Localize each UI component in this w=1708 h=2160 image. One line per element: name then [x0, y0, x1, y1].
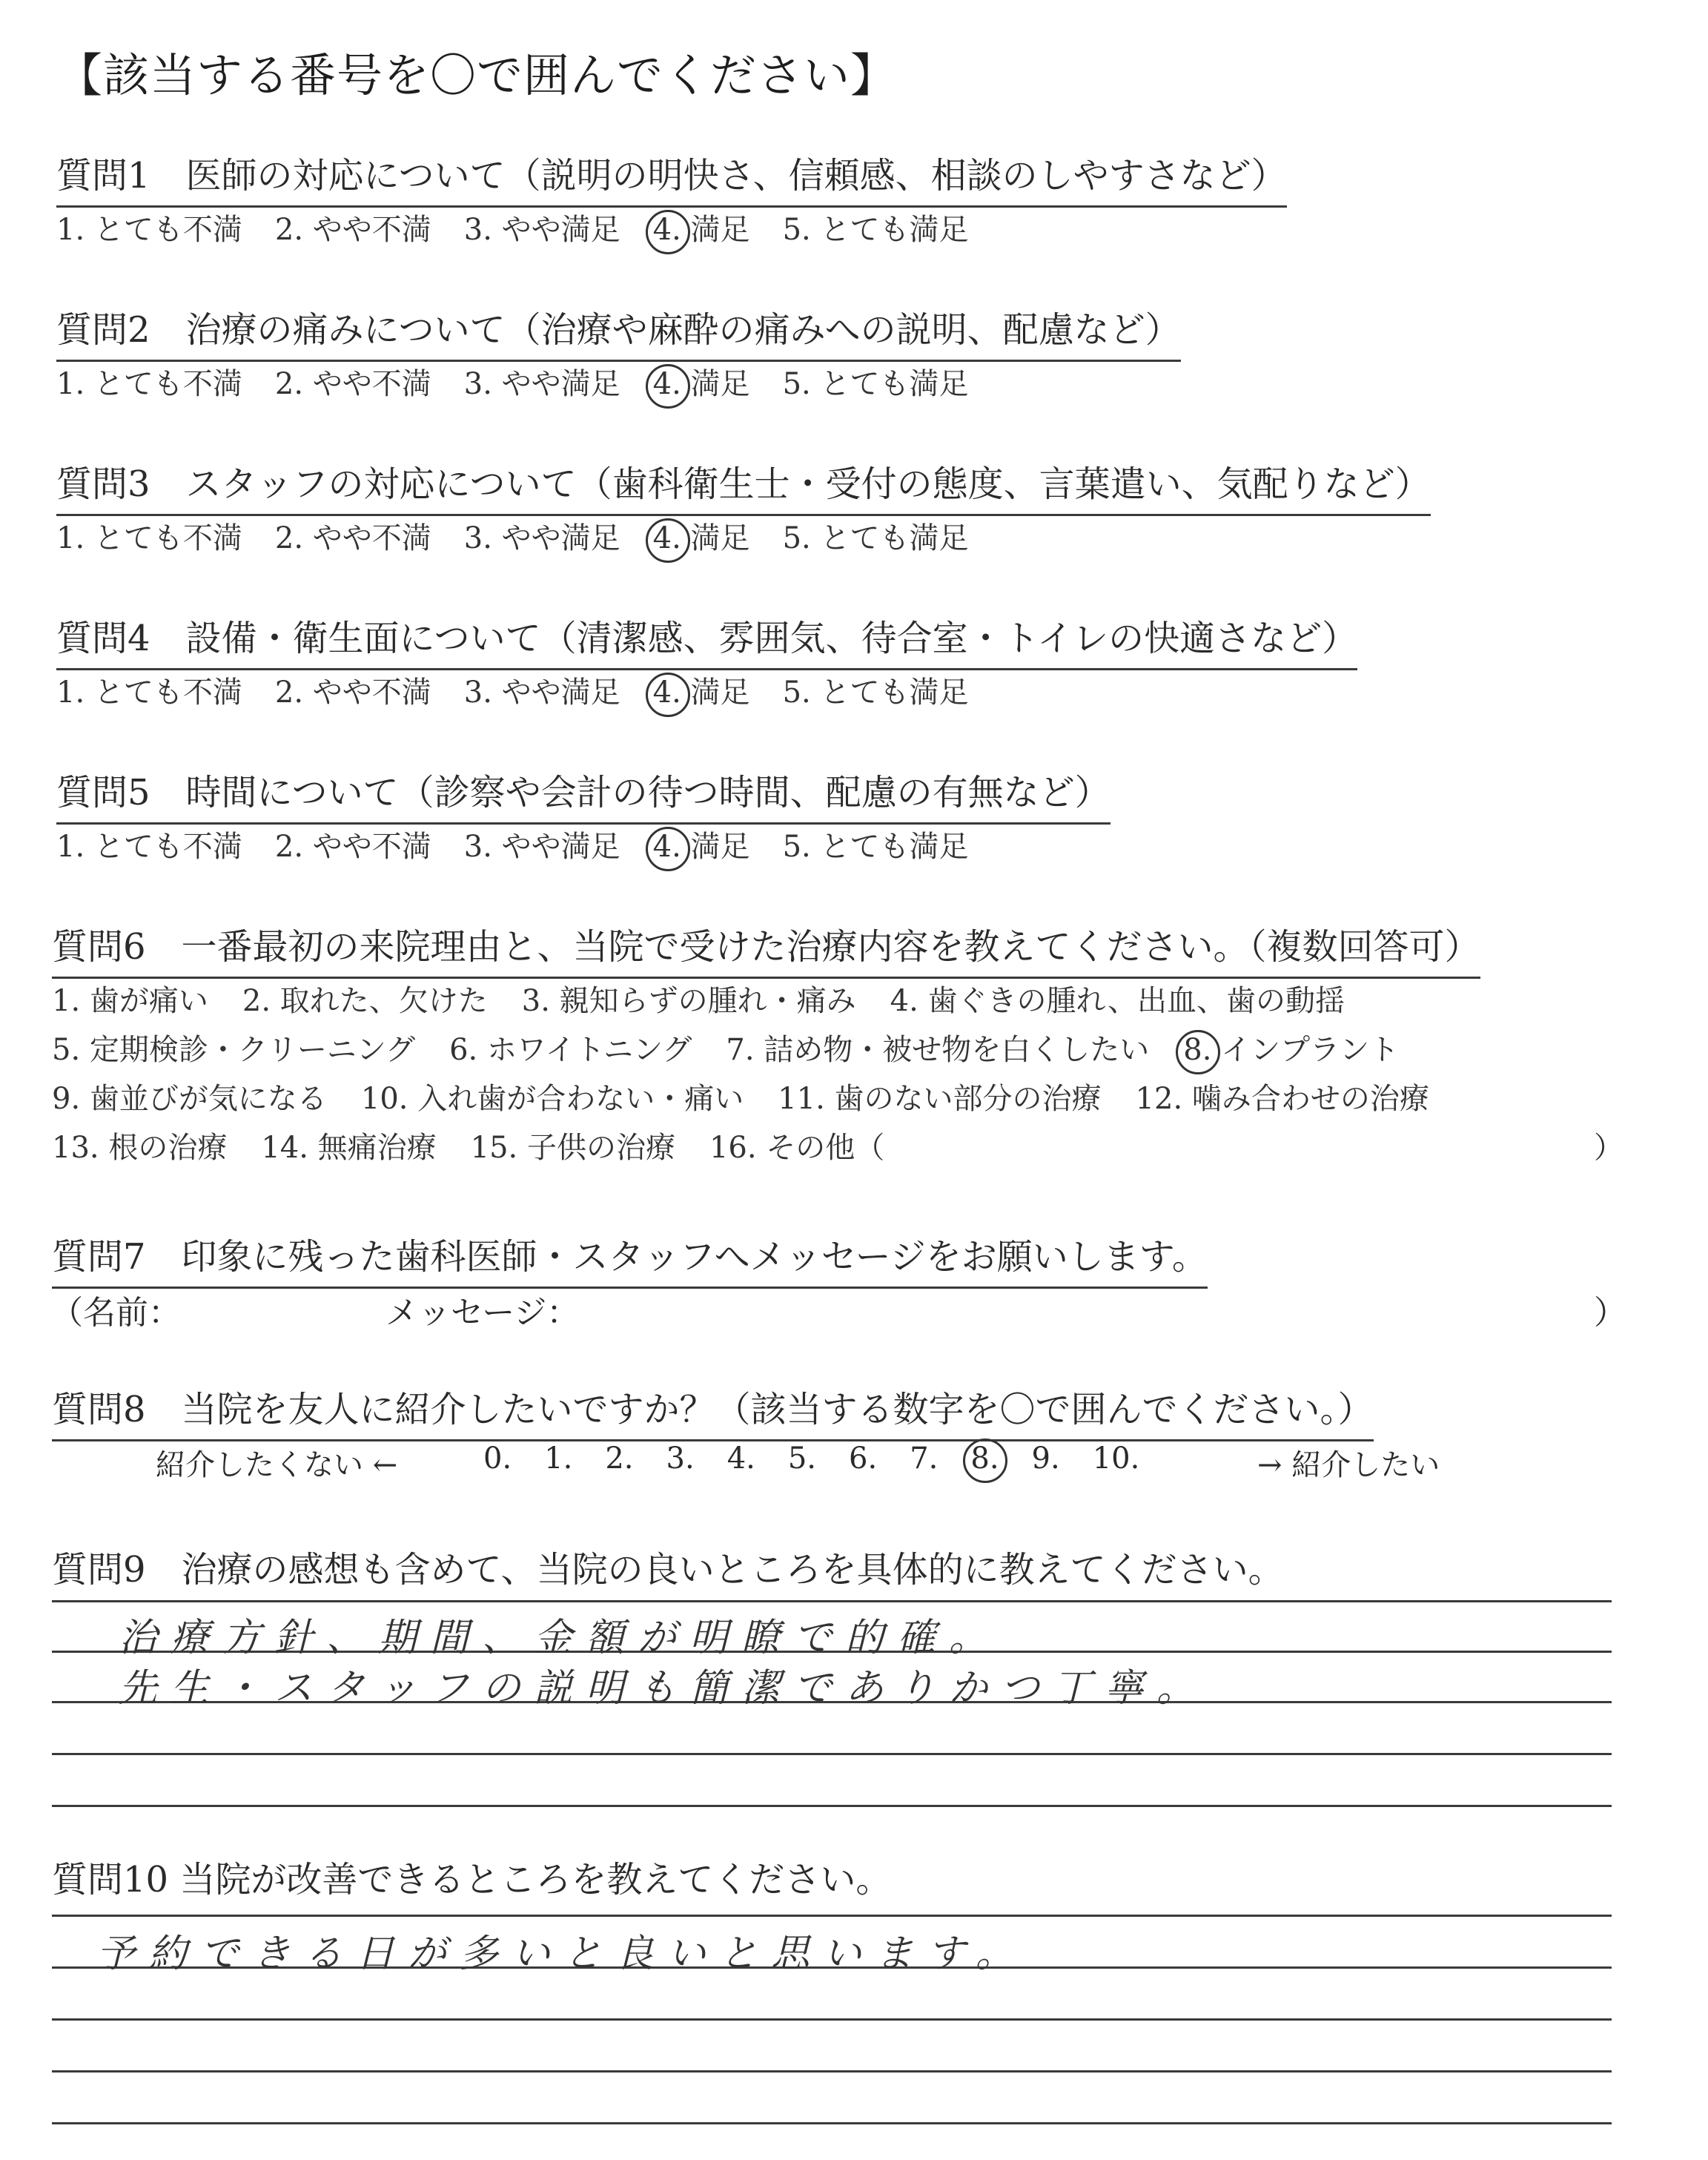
q2-title: 質問2 治療の痛みについて（治療や麻酔の痛みへの説明、配慮など） [56, 301, 1181, 362]
q4-title: 質問4 設備・衛生面について（清潔感、雰囲気、待合室・トイレの快適さなど） [56, 610, 1357, 670]
q7-close-paren: ） [1594, 1294, 1626, 1332]
q1-option-1[interactable]: 1. とても不満 [56, 213, 242, 247]
q4-option-2[interactable]: 2. やや不満 [274, 676, 431, 710]
q6-option-16[interactable]: 16. その他（ [709, 1131, 885, 1165]
q7-title: 質問7 印象に残った歯科医師・スタッフへメッセージをお願いします。 [52, 1228, 1208, 1289]
q3-option-5[interactable]: 5. とても満足 [782, 521, 969, 555]
q1-option-4-selected[interactable]: 4. 満足 [652, 213, 750, 247]
q8-option-7[interactable]: 7. [910, 1441, 939, 1476]
q8-option-0[interactable]: 0. [483, 1441, 512, 1476]
q6-option-7[interactable]: 7. 詰め物・被せ物を白くしたい [726, 1033, 1150, 1067]
q10-rule-3 [52, 2018, 1612, 2021]
q10-rule-1 [52, 1915, 1612, 1917]
q2-option-2[interactable]: 2. やや不満 [274, 367, 431, 401]
q3-option-3[interactable]: 3. やや満足 [463, 521, 620, 555]
q9-title: 質問9 治療の感想も含めて、当院の良いところを具体的に教えてください。 [52, 1549, 1284, 1591]
q6-row-2 [52, 1026, 1433, 1069]
q3-option-2[interactable]: 2. やや不満 [274, 521, 431, 555]
q4-option-1[interactable]: 1. とても不満 [56, 676, 242, 710]
q9-rule-4 [52, 1753, 1612, 1755]
q9-answer-line-2: 先生・スタッフの説明も簡潔でありかつ丁寧。 [119, 1666, 1209, 1711]
q7-name-label: （名前： [50, 1294, 181, 1332]
q5-option-1[interactable]: 1. とても不満 [56, 830, 242, 864]
q2-option-4-selected[interactable]: 4. 満足 [652, 367, 750, 401]
q5-option-3[interactable]: 3. やや満足 [463, 830, 620, 864]
q6-row-1 [52, 977, 1379, 1020]
q6-option-11[interactable]: 11. 歯のない部分の治療 [778, 1082, 1102, 1116]
q6-option-1[interactable]: 1. 歯が痛い [52, 984, 208, 1018]
q2-option-5[interactable]: 5. とても満足 [782, 367, 969, 401]
q6-other-close-paren: ） [1594, 1131, 1623, 1165]
q8-left-label: 紹介したくない ← [156, 1448, 398, 1482]
q3-option-1[interactable]: 1. とても不満 [56, 521, 242, 555]
q6-option-3[interactable]: 3. 親知らずの腫れ・痛み [521, 984, 856, 1018]
q10-title: 質問10 当院が改善できるところを教えてください。 [52, 1859, 892, 1900]
q8-option-2[interactable]: 2. [605, 1441, 634, 1476]
q9-rule-5 [52, 1805, 1612, 1807]
q6-title: 質問6 一番最初の来院理由と、当院で受けた治療内容を教えてください。（複数回答可） [52, 918, 1480, 979]
q8-option-5[interactable]: 5. [787, 1441, 817, 1476]
q3-option-4-selected[interactable]: 4. 満足 [652, 521, 750, 555]
q1-options [56, 206, 1001, 248]
q8-option-9[interactable]: 9. [1031, 1441, 1060, 1476]
q7-message-label: メッセージ： [385, 1294, 580, 1332]
q5-option-4-selected[interactable]: 4. 満足 [652, 830, 750, 864]
q8-option-1[interactable]: 1. [544, 1441, 573, 1476]
q9-answer-line-1: 治療方針、期間、金額が明瞭で的確。 [119, 1616, 1002, 1660]
form-heading: 【該当する番号を〇で囲んでください】 [56, 48, 898, 102]
q3-title: 質問3 スタッフの対応について（歯科衛生士・受付の態度、言葉遣い、気配りなど） [56, 455, 1431, 516]
q4-options [56, 669, 1001, 711]
q10-rule-4 [52, 2070, 1612, 2073]
q2-option-3[interactable]: 3. やや満足 [463, 367, 620, 401]
q4-option-5[interactable]: 5. とても満足 [782, 676, 969, 710]
q3-options [56, 515, 1001, 557]
q5-options [56, 823, 1001, 865]
q8-right-label: → 紹介したい [1257, 1448, 1440, 1482]
q6-option-4[interactable]: 4. 歯ぐきの腫れ、出血、歯の動揺 [890, 984, 1345, 1018]
q6-option-12[interactable]: 12. 噛み合わせの治療 [1135, 1082, 1429, 1116]
q8-option-6[interactable]: 6. [849, 1441, 878, 1476]
q6-option-5[interactable]: 5. 定期検診・クリーニング [52, 1033, 416, 1067]
q6-option-9[interactable]: 9. 歯並びが気になる [52, 1082, 327, 1116]
q1-option-2[interactable]: 2. やや不満 [274, 213, 431, 247]
q6-option-8-selected[interactable]: 8. インプラント [1183, 1033, 1400, 1067]
q9-rule-1 [52, 1600, 1612, 1602]
q6-row-4 [52, 1124, 918, 1166]
q1-option-3[interactable]: 3. やや満足 [463, 213, 620, 247]
q10-rule-5 [52, 2122, 1612, 2124]
q4-option-3[interactable]: 3. やや満足 [463, 676, 620, 710]
q10-answer-line-1: 予約できる日が多いと良いと思います。 [96, 1932, 1027, 1976]
q2-option-1[interactable]: 1. とても不満 [56, 367, 242, 401]
q8-option-10[interactable]: 10. [1092, 1441, 1140, 1476]
q8-option-4[interactable]: 4. [726, 1441, 755, 1476]
q2-options [56, 360, 1001, 403]
q1-title: 質問1 医師の対応について（説明の明快さ、信頼感、相談のしやすさなど） [56, 147, 1287, 208]
q6-option-14[interactable]: 14. 無痛治療 [261, 1131, 437, 1165]
q1-option-5[interactable]: 5. とても満足 [782, 213, 969, 247]
q6-row-3 [52, 1075, 1463, 1117]
q5-title: 質問5 時間について（診察や会計の待つ時間、配慮の有無など） [56, 764, 1110, 825]
q6-option-6[interactable]: 6. ホワイトニング [449, 1033, 692, 1067]
q6-option-15[interactable]: 15. 子供の治療 [470, 1131, 675, 1165]
q8-option-8-selected[interactable]: 8. [970, 1441, 999, 1476]
q8-title: 質問8 当院を友人に紹介したいですか？（該当する数字を〇で囲んでください。） [52, 1381, 1374, 1441]
q8-scale [483, 1441, 1172, 1476]
q6-option-13[interactable]: 13. 根の治療 [52, 1131, 228, 1165]
q5-option-5[interactable]: 5. とても満足 [782, 830, 969, 864]
q6-option-2[interactable]: 2. 取れた、欠けた [242, 984, 488, 1018]
q5-option-2[interactable]: 2. やや不満 [274, 830, 431, 864]
q4-option-4-selected[interactable]: 4. 満足 [652, 676, 750, 710]
q8-option-3[interactable]: 3. [666, 1441, 695, 1476]
q6-option-10[interactable]: 10. 入れ歯が合わない・痛い [360, 1082, 744, 1116]
